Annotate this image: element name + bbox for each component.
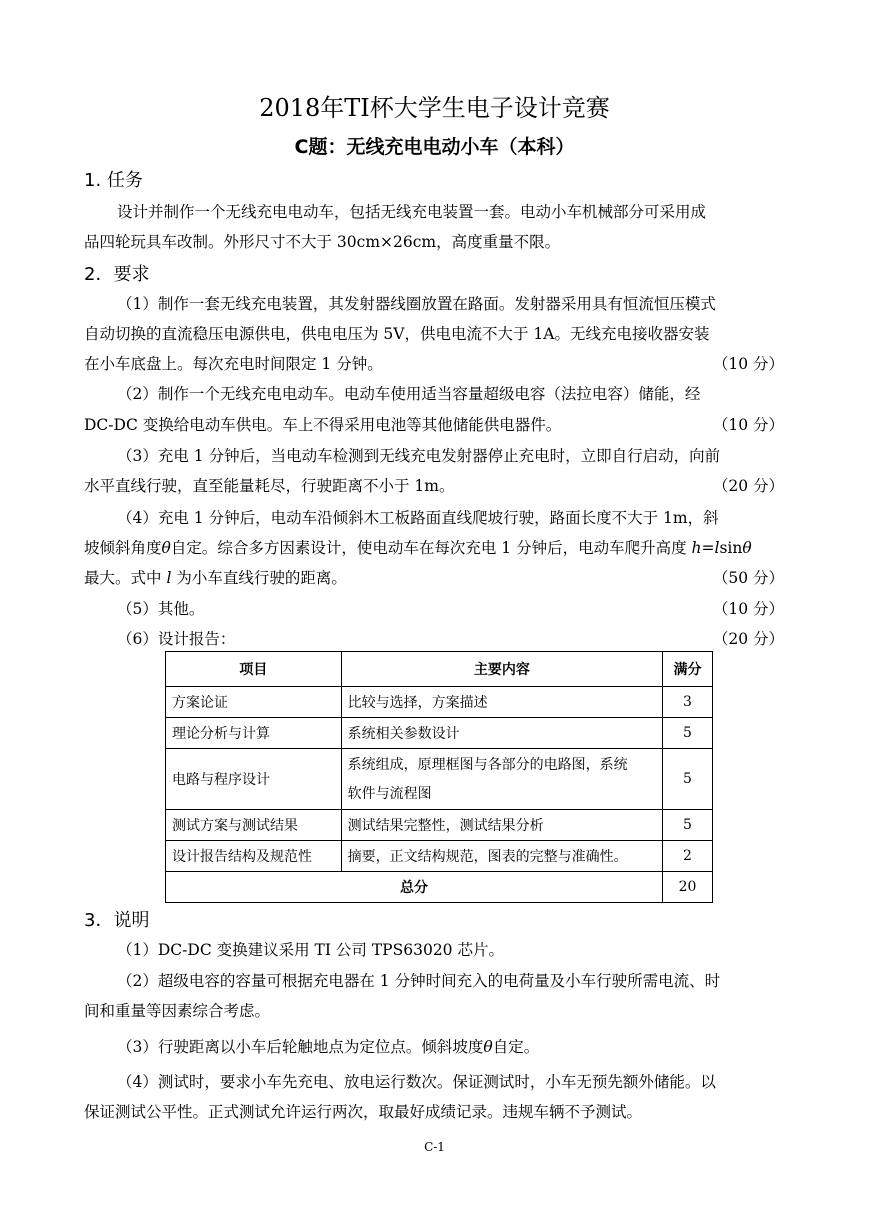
req4-line-2b: 自定。综合多方因素设计，使电动车在每次充电 1 分钟后，电动车爬升高度: [170, 539, 692, 557]
row-content: [341, 749, 662, 810]
table-total-row: [166, 872, 713, 903]
row-content: 比较与选择，方案描述: [341, 687, 662, 718]
section-notes-heading: 3．说明: [84, 910, 150, 931]
req1-score: （10 分）: [712, 355, 784, 373]
req1-line-3-text: 在小车底盘上。每次充电时间限定 1 分钟。: [84, 355, 383, 373]
total-label: 总分: [166, 872, 663, 903]
variable-l: l: [166, 569, 172, 587]
report-scoring-table: [165, 651, 713, 903]
row-item: 理论分析与计算: [166, 718, 342, 749]
header-score: 满分: [663, 652, 713, 687]
formula-l: l: [714, 539, 720, 557]
row-item: 测试方案与测试结果: [166, 810, 342, 841]
req5-text: （5）其他。: [117, 600, 205, 618]
table-header-row: [166, 652, 713, 687]
req2-line-2-text: DC-DC 变换给电动车供电。车上不得采用电池等其他储能供电器件。: [84, 416, 562, 434]
row-content: 摘要，正文结构规范，图表的完整与准确性。: [341, 841, 662, 872]
note3: [117, 1035, 784, 1057]
row-item: 方案论证: [166, 687, 342, 718]
req1-line-1: （1）制作一套无线充电装置，其发射器线圈放置在路面。发射器采用具有恒流恒压模式: [117, 295, 716, 313]
note4-line-2: 保证测试公平性。正式测试允许运行两次，取最好成绩记录。违规车辆不予测试。: [84, 1103, 643, 1121]
table-row: [166, 687, 713, 718]
req6-text: （6）设计报告：: [117, 630, 236, 648]
req2-score: （10 分）: [712, 416, 784, 434]
note2-line-2: 间和重量等因素综合考虑。: [84, 1002, 271, 1020]
req5-score: （10 分）: [712, 600, 784, 618]
task-line-2: 品四轮玩具车改制。外形尺寸不大于 30cm×26cm，高度重量不限。: [84, 233, 561, 251]
row-item: 设计报告结构及规范性: [166, 841, 342, 872]
row-score: 5: [663, 810, 713, 841]
table-row: [166, 718, 713, 749]
page-subtitle: C题：无线充电电动小车（本科）: [294, 136, 575, 158]
req1-line-3: [84, 352, 784, 374]
total-score: 20: [663, 872, 713, 903]
formula-h: h: [691, 539, 702, 557]
req4-line-2: [84, 536, 784, 558]
task-line-1: 设计并制作一个无线充电电动车，包括无线充电装置一套。电动小车机械部分可采用成: [117, 203, 707, 221]
row-score: 2: [663, 841, 713, 872]
req3-score: （20 分）: [712, 477, 784, 495]
section-requirements-heading: 2．要求: [84, 264, 150, 285]
table-row: [166, 810, 713, 841]
note4-line-1: （4）测试时，要求小车先充电、放电运行数次。保证测试时，小车无预先额外储能。以: [117, 1073, 716, 1091]
header-content: 主要内容: [341, 652, 662, 687]
note3-text-a: （3）行驶距离以小车后轮触地点为定位点。倾斜坡度: [117, 1038, 484, 1056]
note3-text-b: 自定。: [492, 1038, 540, 1056]
table-row: [166, 749, 713, 810]
page-title: 2018年TI杯大学生电子设计竞赛: [259, 94, 610, 122]
note1: （1）DC-DC 变换建议采用 TI 公司 TPS63020 芯片。: [117, 941, 504, 959]
req6-score: （20 分）: [712, 630, 784, 648]
header-item: 项目: [166, 652, 342, 687]
theta-symbol: θ: [161, 539, 171, 557]
req2-line-2: [84, 413, 784, 435]
row-content: 测试结果完整性，测试结果分析: [341, 810, 662, 841]
req6-line: [117, 627, 784, 649]
req5-line: [117, 597, 784, 619]
row-item: 电路与程序设计: [166, 749, 342, 810]
section-task-heading: 1. 任务: [84, 170, 143, 191]
note3-theta: θ: [483, 1038, 493, 1056]
note2-line-1: （2）超级电容的容量可根据充电器在 1 分钟时间充入的电荷量及小车行驶所需电流、时: [117, 972, 721, 990]
req3-line-1: （3）充电 1 分钟后，当电动车检测到无线充电发射器停止充电时，立即自行启动，向前: [117, 447, 721, 465]
table-row: [166, 841, 713, 872]
req3-line-2-text: 水平直线行驶，直至能量耗尽，行驶距离不小于 1m。: [84, 477, 455, 495]
formula-sin: sin: [719, 539, 743, 557]
page-number: C-1: [424, 1140, 445, 1154]
req4-line-1: （4）充电 1 分钟后，电动车沿倾斜木工板路面直线爬坡行驶，路面长度不大于 1m，斜: [117, 509, 719, 527]
req4-score: （50 分）: [712, 569, 784, 587]
req4-line-2a: 坡倾斜角度: [84, 539, 162, 557]
req3-line-2: [84, 474, 784, 496]
req2-line-1: （2）制作一个无线充电电动车。电动车使用适当容量超级电容（法拉电容）储能，经: [117, 385, 701, 403]
req4-line-3: [84, 566, 784, 588]
req4-line-3a: 最大。式中: [84, 569, 167, 587]
row-score: 5: [663, 749, 713, 810]
row-score: 3: [663, 687, 713, 718]
row-score: 5: [663, 718, 713, 749]
req4-line-3b: 为小车直线行驶的距离。: [171, 569, 347, 587]
row-content: 系统相关参数设计: [341, 718, 662, 749]
row-content-line-2: 软件与流程图: [347, 786, 432, 802]
formula-equals: =: [701, 539, 715, 557]
row-content-line-1: 系统组成，原理框图与各部分的电路图，系统: [347, 757, 628, 773]
req1-line-2: 自动切换的直流稳压电源供电，供电电压为 5V，供电电流不大于 1A。无线充电接收器安装: [84, 325, 710, 343]
formula-theta: θ: [742, 539, 752, 557]
